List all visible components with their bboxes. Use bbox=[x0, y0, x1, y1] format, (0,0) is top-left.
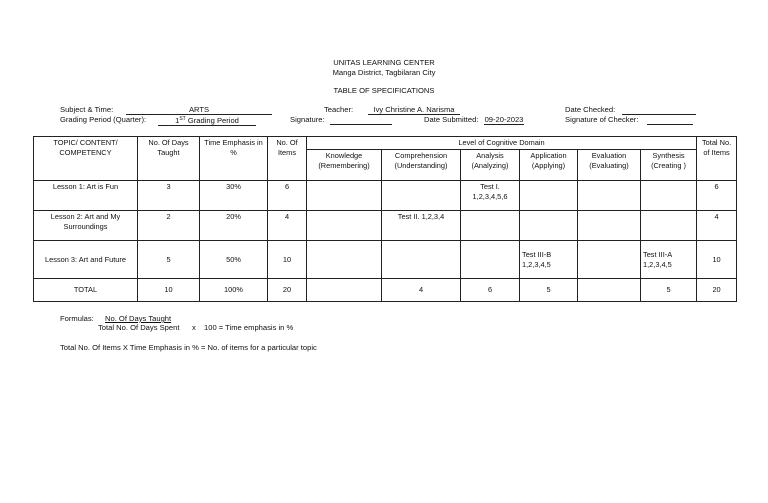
totals-knowledge bbox=[307, 279, 382, 302]
totals-synthesis: 5 bbox=[641, 279, 697, 302]
subject-value: ARTS bbox=[126, 105, 272, 115]
grading-period-value: 1ST Grading Period bbox=[158, 115, 256, 126]
row-days: 5 bbox=[138, 241, 200, 279]
row-items: 10 bbox=[268, 241, 307, 279]
row-knowledge bbox=[307, 181, 382, 211]
row-time: 50% bbox=[200, 241, 268, 279]
school-name: UNITAS LEARNING CENTER bbox=[333, 58, 435, 67]
row-synthesis bbox=[641, 211, 697, 241]
row-days: 2 bbox=[138, 211, 200, 241]
domain-evaluation: Evaluation (Evaluating) bbox=[578, 150, 641, 181]
header-time: Time Emphasis in % bbox=[200, 137, 268, 181]
row-synthesis: Test III-A 1,2,3,4,5 bbox=[641, 241, 697, 279]
date-submitted-label: Date Submitted: bbox=[424, 115, 479, 124]
domain-synthesis: Synthesis (Creating ) bbox=[641, 150, 697, 181]
row-evaluation bbox=[578, 241, 641, 279]
formula-times: x bbox=[192, 323, 196, 332]
header-domain: Level of Cognitive Domain bbox=[307, 137, 697, 150]
row-synthesis bbox=[641, 181, 697, 211]
header-days: No. Of Days Taught bbox=[138, 137, 200, 181]
row-time: 30% bbox=[200, 181, 268, 211]
totals-days: 10 bbox=[138, 279, 200, 302]
totals-label: TOTAL bbox=[34, 279, 138, 302]
row-evaluation bbox=[578, 211, 641, 241]
header-topic: TOPIC/ CONTENT/ COMPETENCY bbox=[34, 137, 138, 181]
checker-line bbox=[647, 115, 693, 125]
checker-label: Signature of Checker: bbox=[565, 115, 639, 124]
row-topic: Lesson 3: Art and Future bbox=[34, 241, 138, 279]
signature-line bbox=[330, 115, 392, 125]
totals-analysis: 6 bbox=[461, 279, 520, 302]
row-days: 3 bbox=[138, 181, 200, 211]
specifications-table bbox=[33, 136, 737, 302]
row-items: 4 bbox=[268, 211, 307, 241]
school-address: Manga District, Tagbilaran City bbox=[332, 68, 436, 77]
domain-analysis: Analysis (Analyzing) bbox=[461, 150, 520, 181]
domain-comprehension: Comprehension (Understanding) bbox=[382, 150, 461, 181]
formulas-label: Formulas: bbox=[60, 314, 94, 323]
row-analysis bbox=[461, 241, 520, 279]
totals-evaluation bbox=[578, 279, 641, 302]
totals-time: 100% bbox=[200, 279, 268, 302]
date-checked-line bbox=[622, 105, 696, 115]
totals-items: 20 bbox=[268, 279, 307, 302]
row-application bbox=[520, 211, 578, 241]
formula-result: 100 = Time emphasis in % bbox=[204, 323, 294, 332]
document-title: TABLE OF SPECIFICATIONS bbox=[333, 86, 435, 95]
totals-comprehension: 4 bbox=[382, 279, 461, 302]
formula-numerator: No. Of Days Taught bbox=[105, 314, 172, 323]
row-comprehension bbox=[382, 241, 461, 279]
header-row bbox=[34, 137, 737, 150]
row-total: 10 bbox=[697, 241, 737, 279]
row-total: 4 bbox=[697, 211, 737, 241]
totals-total: 20 bbox=[697, 279, 737, 302]
row-comprehension: Test II. 1,2,3,4 bbox=[382, 211, 461, 241]
row-analysis bbox=[461, 211, 520, 241]
row-time: 20% bbox=[200, 211, 268, 241]
table-row bbox=[34, 211, 737, 241]
grading-period-text: Grading Period bbox=[187, 116, 239, 125]
subject-label: Subject & Time: bbox=[60, 105, 114, 114]
header-total: Total No. of Items bbox=[697, 137, 737, 181]
header-items: No. Of Items bbox=[268, 137, 307, 181]
row-comprehension bbox=[382, 181, 461, 211]
row-evaluation bbox=[578, 181, 641, 211]
row-topic: Lesson 2: Art and My Surroundings bbox=[34, 211, 138, 241]
totals-application: 5 bbox=[520, 279, 578, 302]
row-analysis: Test I. 1,2,3,4,5,6 bbox=[461, 181, 520, 211]
row-application bbox=[520, 181, 578, 211]
totals-row bbox=[34, 279, 737, 302]
row-knowledge bbox=[307, 211, 382, 241]
row-topic: Lesson 1: Art is Fun bbox=[34, 181, 138, 211]
date-checked-label: Date Checked: bbox=[565, 105, 616, 114]
domain-knowledge: Knowledge (Remembering) bbox=[307, 150, 382, 181]
teacher-label: Teacher: bbox=[324, 105, 354, 114]
formula-denominator: Total No. Of Days Spent bbox=[98, 323, 180, 332]
grading-sup: ST bbox=[179, 116, 186, 122]
row-knowledge bbox=[307, 241, 382, 279]
formula-line-2: Total No. Of Items X Time Emphasis in % = No. of items for a particular topic bbox=[60, 343, 317, 352]
table-row bbox=[34, 181, 737, 211]
row-items: 6 bbox=[268, 181, 307, 211]
grading-period-label: Grading Period (Quarter): bbox=[60, 115, 147, 124]
table-row bbox=[34, 241, 737, 279]
row-total: 6 bbox=[697, 181, 737, 211]
domain-application: Application (Applying) bbox=[520, 150, 578, 181]
date-submitted-value: 09-20-2023 bbox=[484, 115, 524, 124]
teacher-value: Ivy Christine A. Narisma bbox=[368, 105, 460, 115]
row-application: Test III-B 1,2,3,4,5 bbox=[520, 241, 578, 279]
signature-label: Signature: bbox=[290, 115, 325, 124]
